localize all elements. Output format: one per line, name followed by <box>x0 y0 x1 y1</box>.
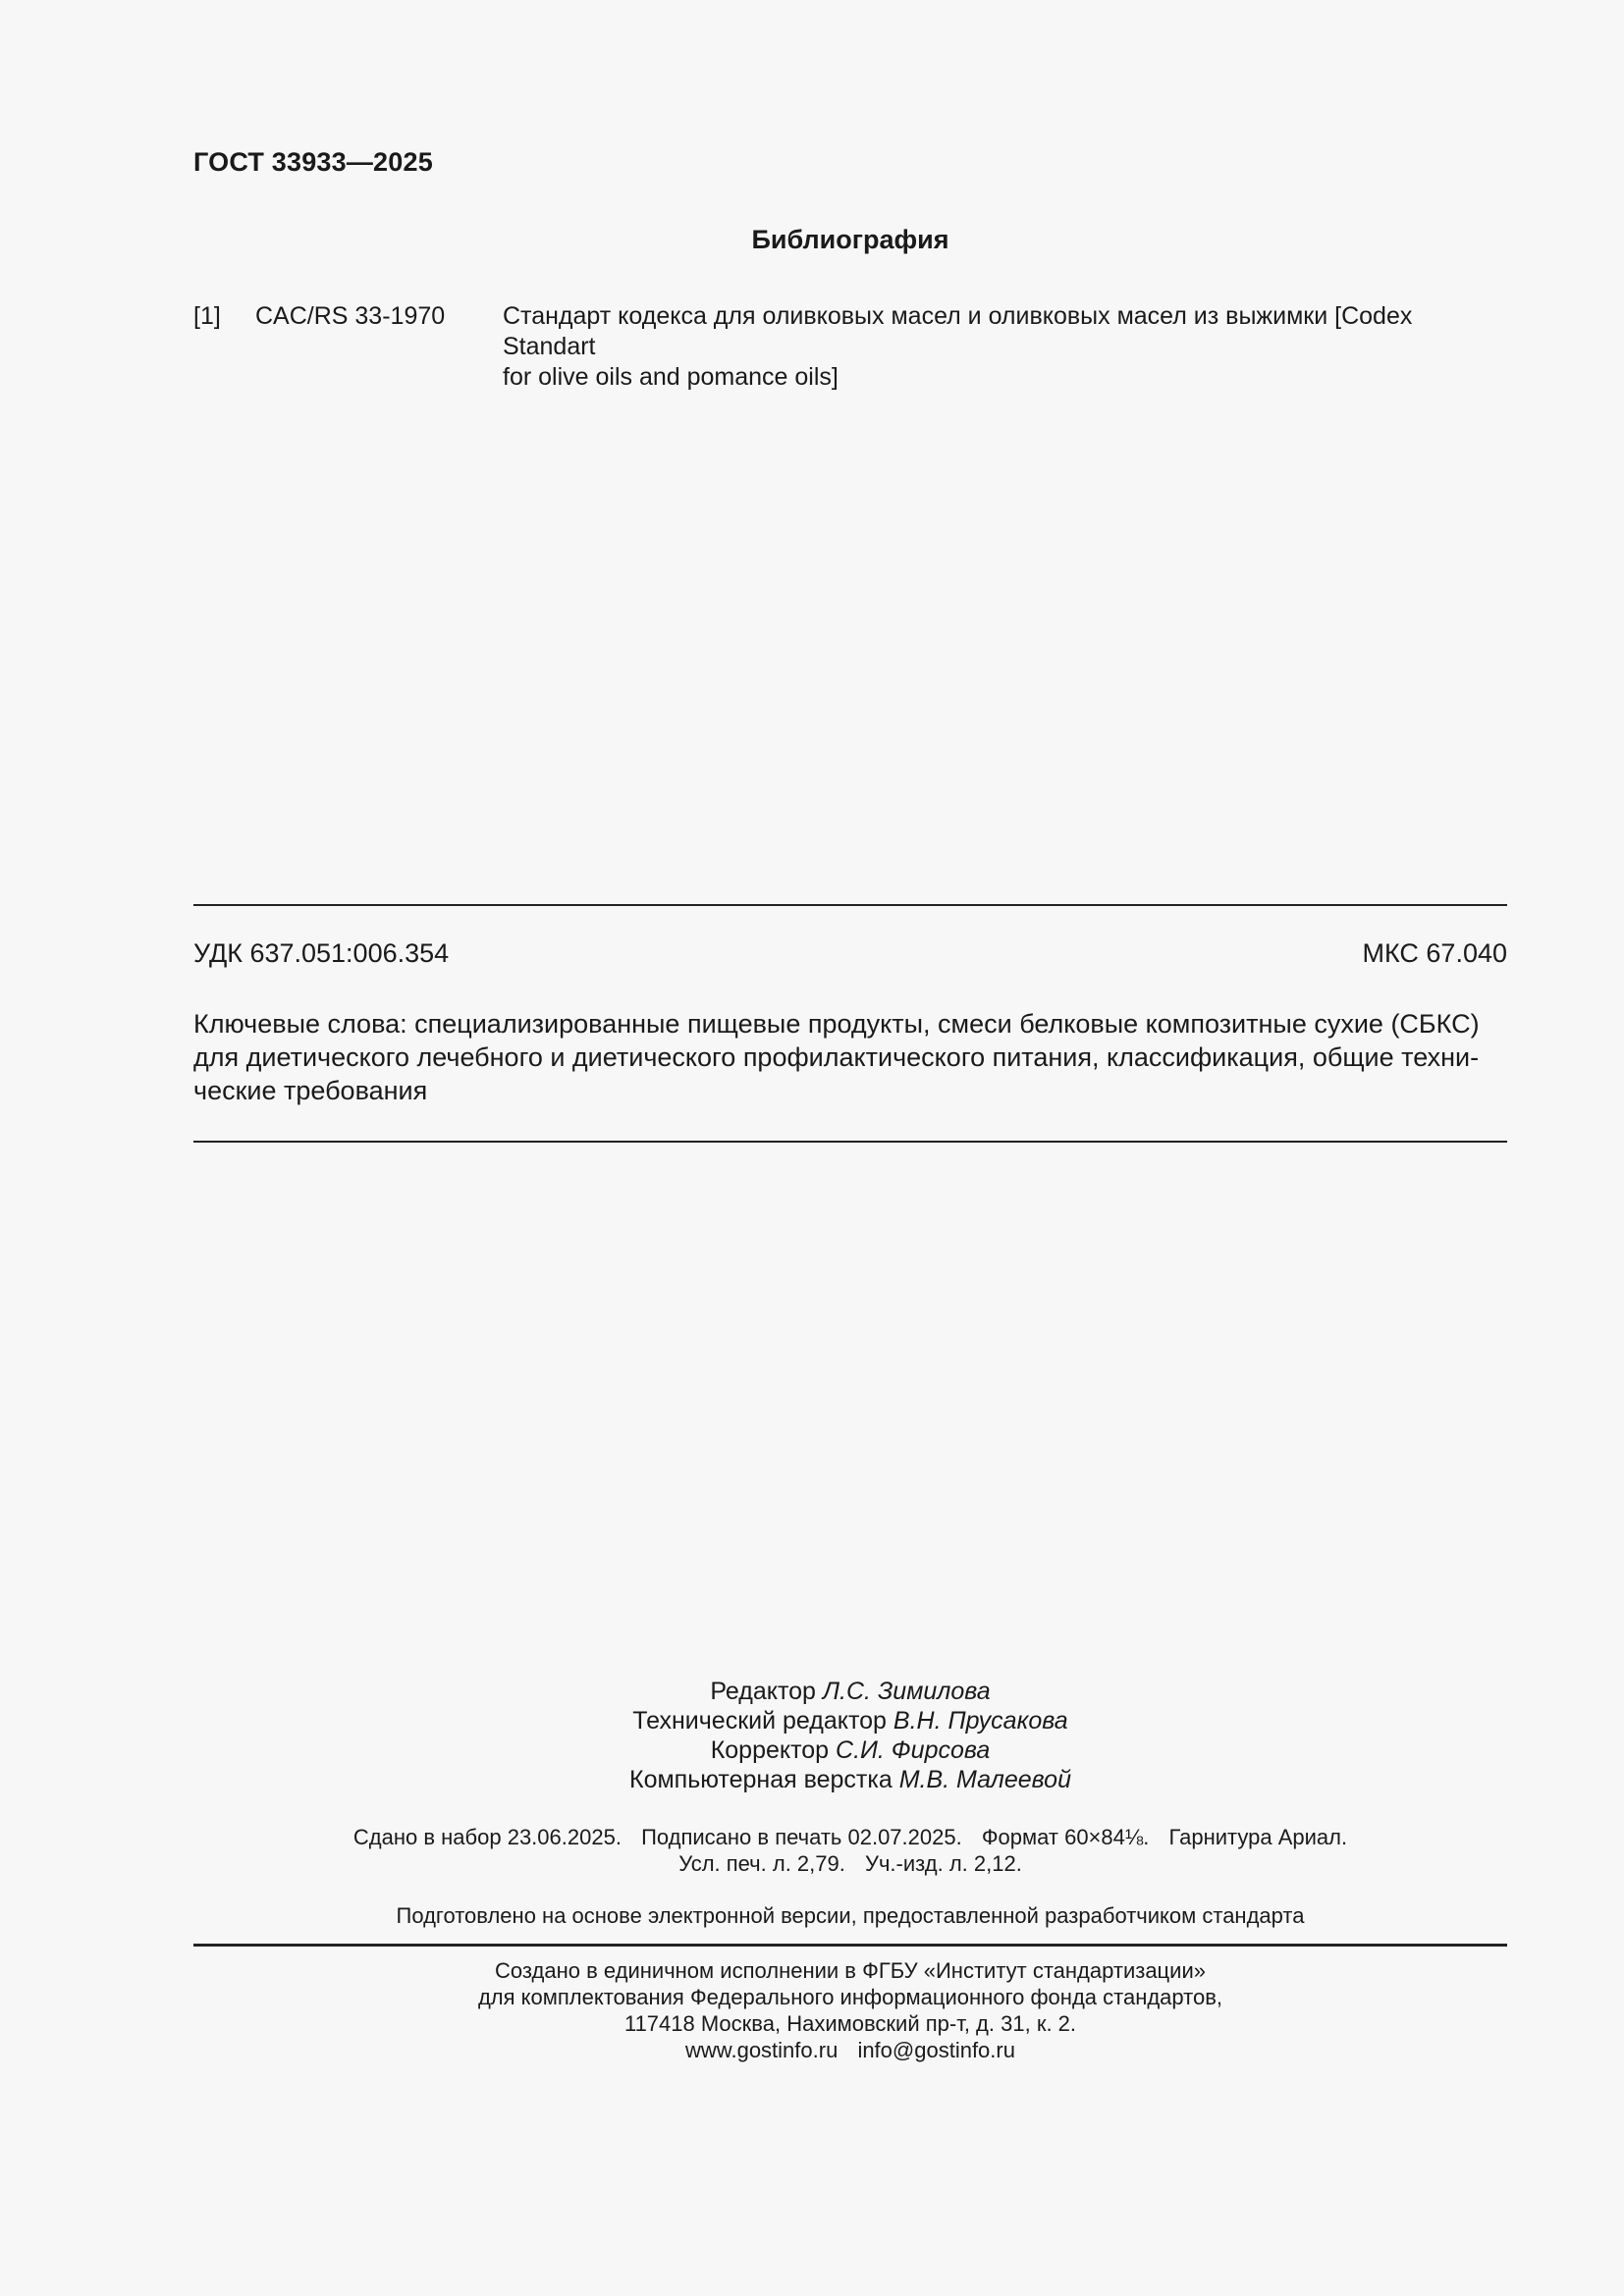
bibliography-entry-code: CAC/RS 33-1970 <box>255 302 446 330</box>
print-sheets: Усл. печ. л. 2,79. <box>678 1851 845 1876</box>
prepared-note: Подготовлено на основе электронной версии, предоставленной разработчиком стандарта <box>396 1903 1305 1928</box>
bibliography-entry-title-line: Стандарт кодекса для оливковых масел и оливковых масел из выжимки [Codex Standart <box>503 302 1413 360</box>
credit-editor: Редактор Л.С. Зимилова <box>710 1678 991 1705</box>
bibliography-title: Библиография <box>751 225 949 254</box>
created-line: 117418 Москва, Нахимовский пр-т, д. 31, к. 2. <box>623 2011 1077 2036</box>
divider-bottom <box>193 1141 1507 1143</box>
created-block <box>193 1957 1507 2063</box>
print-typeface: Гарнитура Ариал. <box>1168 1825 1348 1849</box>
print-pub-sheets: Уч.-изд. л. 2,12. <box>864 1851 1022 1876</box>
bibliography-entry-title <box>503 301 1507 393</box>
bibliography-entry-title-line: for olive oils and pomance oils] <box>503 363 839 391</box>
contact-line <box>193 2037 1507 2063</box>
created-line: для комплектования Федерального информационного фонда стандартов, <box>477 1985 1223 2009</box>
keywords-block <box>193 1007 1507 1107</box>
website-link[interactable]: www.gostinfo.ru <box>685 2038 839 2062</box>
created-line: Создано в единичном исполнении в ФГБУ «Институт стандартизации» <box>495 1958 1206 1983</box>
document-code: ГОСТ 33933—2025 <box>193 147 433 177</box>
divider-footer <box>193 1944 1507 1947</box>
print-submitted: Сдано в набор 23.06.2025. <box>352 1825 622 1849</box>
bibliography-entry-number: [1] <box>193 302 221 330</box>
credit-technical-editor: Технический редактор В.Н. Прусакова <box>632 1707 1068 1735</box>
print-format: Формат 60×84⅛. <box>981 1825 1150 1849</box>
print-signed: Подписано в печать 02.07.2025. <box>641 1825 962 1849</box>
print-info-line <box>193 1850 1507 1877</box>
keywords-line: для диетического лечебного и диетического профилактического питания, классификация, общие техни- <box>193 1042 1480 1072</box>
credit-layout: Компьютерная верстка М.В. Малеевой <box>629 1766 1071 1793</box>
email-link[interactable]: info@gostinfo.ru <box>857 2038 1015 2062</box>
credit-proofreader: Корректор С.И. Фирсова <box>710 1736 991 1764</box>
udk-code: УДК 637.051:006.354 <box>193 938 450 968</box>
credits-block <box>193 1677 1507 1794</box>
print-info <box>193 1824 1507 1877</box>
keywords-line: ческие требования <box>193 1076 428 1105</box>
mks-code: МКС 67.040 <box>1362 938 1507 968</box>
print-info-line <box>193 1824 1507 1850</box>
divider-top <box>193 904 1507 906</box>
keywords-line: Ключевые слова: специализированные пищевые продукты, смеси белковые композитные сухие (СБКС) <box>193 1009 1480 1039</box>
